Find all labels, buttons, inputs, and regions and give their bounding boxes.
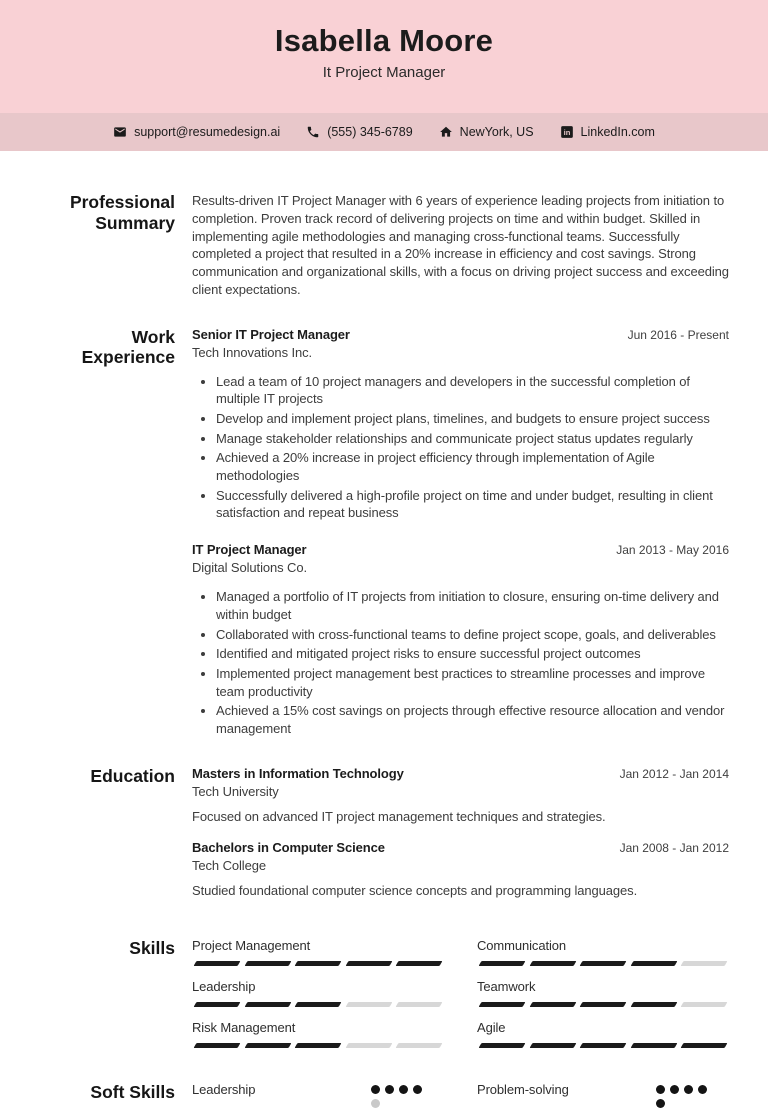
skill-name: Agile: [477, 1020, 506, 1036]
candidate-job-title: It Project Manager: [322, 64, 446, 82]
section-work-experience: [40, 327, 729, 740]
degree-description: Focused on advanced IT project management techniques and strategies.: [192, 808, 606, 824]
skill-segment-filled: [529, 1043, 575, 1048]
skill-bar: [477, 961, 729, 966]
skill-bar: [192, 1043, 444, 1048]
skill-segment-filled: [479, 1002, 525, 1007]
degree-dates: Jan 2008 - Jan 2012: [619, 841, 729, 856]
job-bullet: • Successfully delivered a high-profile project on time and under budget, resulting in client satisfaction and repeat business: [216, 487, 729, 522]
skill-bar: [192, 961, 444, 966]
jobs-list: [192, 327, 729, 740]
degree-entry: [192, 840, 729, 900]
soft-skill-item: [192, 1082, 444, 1108]
skill-segment-filled: [295, 1043, 341, 1048]
skill-item: [192, 979, 444, 1007]
skill-segment-empty: [681, 1002, 727, 1007]
degrees-list: [192, 766, 729, 901]
soft-skills-heading: Soft Skills: [90, 1082, 175, 1103]
skill-segment-filled: [630, 1002, 676, 1007]
skill-bar: [477, 1002, 729, 1007]
job-title: Senior IT Project Manager: [192, 326, 350, 342]
skill-bar: [477, 1043, 729, 1048]
contact-email-text: support@resumedesign.ai: [134, 125, 281, 139]
degree-header: [192, 766, 729, 781]
summary-text: Results-driven IT Project Manager with 6 years of experience leading projects from initiation to completion. Proven track record of delivering projects on time and within budget. Skilled in implementing agile methodologies and managing cross-functional teams. Successfully completed a project that resulted in a 20% increase in efficiency and cost savings. Strong communication and organizational skills, with a focus on driving project success and exceeding client expectations.: [192, 193, 729, 297]
skill-name: Project Management: [192, 938, 311, 954]
phone-icon: [306, 125, 320, 139]
skill-segment-filled: [194, 1043, 240, 1048]
skill-segment-filled: [244, 1002, 290, 1007]
job-entry: [192, 542, 729, 737]
job-bullet: • Achieved a 20% increase in project efficiency through implementation of Agile methodologies: [216, 449, 729, 484]
job-title: IT Project Manager: [192, 542, 307, 558]
skill-segment-empty: [396, 1043, 442, 1048]
skill-item: [477, 1020, 729, 1048]
job-dates: Jun 2016 - Present: [627, 327, 729, 342]
skill-segment-filled: [244, 961, 290, 966]
skill-segment-filled: [529, 961, 575, 966]
skill-name: Communication: [477, 938, 567, 954]
skill-dot-filled: [670, 1085, 679, 1094]
skill-segment-filled: [479, 961, 525, 966]
degree-dates: Jan 2012 - Jan 2014: [619, 766, 729, 781]
linkedin-icon: [560, 125, 574, 139]
skill-segment-filled: [529, 1002, 575, 1007]
job-company: Digital Solutions Co.: [192, 560, 307, 576]
skill-item: [192, 1020, 444, 1048]
skill-dot-filled: [656, 1085, 665, 1094]
contact-location-text: NewYork, US: [459, 125, 534, 139]
degree-entry: [192, 766, 729, 826]
skill-segment-filled: [479, 1043, 525, 1048]
degree-header: [192, 840, 729, 855]
job-bullets: [192, 373, 729, 522]
skill-item: [477, 979, 729, 1007]
skill-name: Leadership: [192, 979, 256, 995]
summary-heading: Professional Summary: [69, 192, 175, 233]
job-bullet: • Lead a team of 10 project managers and developers in the successful completion of multiple IT projects: [216, 373, 729, 408]
job-bullet: • Achieved a 15% cost savings on projects through effective resource allocation and vendor management: [216, 702, 729, 737]
skill-segment-filled: [580, 961, 626, 966]
section-soft-skills: [40, 1082, 729, 1108]
degree-title: Masters in Information Technology: [192, 765, 404, 781]
skill-segment-filled: [194, 1002, 240, 1007]
job-bullets: [192, 588, 729, 737]
job-header: [192, 327, 729, 342]
skill-segment-empty: [681, 961, 727, 966]
skill-segment-filled: [295, 961, 341, 966]
contact-phone-text: (555) 345-6789: [327, 125, 413, 139]
skill-segment-empty: [345, 1043, 391, 1048]
softskill-name: Leadership: [192, 1082, 256, 1098]
soft-skill-item: [477, 1082, 729, 1108]
contact-bar: [0, 113, 768, 151]
section-skills: [40, 938, 729, 1048]
skill-segment-filled: [244, 1043, 290, 1048]
job-company: Tech Innovations Inc.: [192, 344, 313, 360]
job-dates: Jan 2013 - May 2016: [616, 543, 729, 558]
skill-dot-filled: [371, 1085, 380, 1094]
skill-dot-filled: [656, 1099, 665, 1108]
skill-segment-filled: [580, 1002, 626, 1007]
degree-school: Tech College: [192, 858, 266, 874]
skill-segment-filled: [630, 1043, 676, 1048]
job-bullet: • Implemented project management best practices to streamline processes and improve team productivity: [216, 665, 729, 700]
job-bullet: • Develop and implement project plans, timelines, and budgets to ensure project success: [216, 410, 729, 428]
section-education: [40, 766, 729, 901]
skill-item: [477, 938, 729, 966]
envelope-icon: [113, 125, 127, 139]
skill-segment-filled: [345, 961, 391, 966]
skill-segment-filled: [194, 961, 240, 966]
skill-segment-empty: [345, 1002, 391, 1007]
skill-segment-filled: [681, 1043, 727, 1048]
experience-heading: Work Experience: [81, 326, 175, 368]
resume-header: [0, 0, 768, 113]
contact-linkedin: [560, 125, 655, 139]
soft-skills-grid: [192, 1082, 729, 1108]
skill-segment-filled: [396, 961, 442, 966]
job-entry: [192, 327, 729, 522]
contact-linkedin-text: LinkedIn.com: [580, 125, 655, 139]
skill-segment-empty: [396, 1002, 442, 1007]
job-bullet: • Collaborated with cross-functional teams to define project scope, goals, and deliverables: [216, 626, 729, 644]
job-bullet: • Manage stakeholder relationships and communicate project status updates regularly: [216, 430, 729, 448]
candidate-name: Isabella Moore: [274, 23, 494, 58]
section-professional-summary: [40, 192, 729, 299]
skill-item: [192, 938, 444, 966]
skill-dot-filled: [413, 1085, 422, 1094]
contact-location: [439, 125, 534, 139]
skills-grid: [192, 938, 729, 1048]
contact-email: [113, 125, 280, 139]
home-icon: [439, 125, 453, 139]
skill-dot-filled: [385, 1085, 394, 1094]
skill-bar: [192, 1002, 444, 1007]
contact-phone: [306, 125, 412, 139]
svg-text:in: in: [563, 128, 570, 138]
job-bullet: • Identified and mitigated project risks to ensure successful project outcomes: [216, 645, 729, 663]
degree-title: Bachelors in Computer Science: [192, 840, 385, 856]
degree-description: Studied foundational computer science concepts and programming languages.: [192, 883, 638, 899]
resume-body: [0, 151, 768, 1108]
skill-segment-filled: [580, 1043, 626, 1048]
skills-heading: Skills: [129, 938, 175, 959]
softskill-dots: [371, 1085, 422, 1108]
degree-school: Tech University: [192, 783, 279, 799]
job-bullet: • Managed a portfolio of IT projects from initiation to closure, ensuring on-time delivery and within budget: [216, 588, 729, 623]
job-header: [192, 542, 729, 557]
skill-dot-filled: [698, 1085, 707, 1094]
skill-dot-filled: [684, 1085, 693, 1094]
skill-segment-filled: [295, 1002, 341, 1007]
softskill-name: Problem-solving: [477, 1082, 569, 1098]
skill-dot-empty: [371, 1099, 380, 1108]
skill-name: Risk Management: [192, 1020, 296, 1036]
skill-dot-filled: [399, 1085, 408, 1094]
skill-segment-filled: [630, 961, 676, 966]
skill-name: Teamwork: [477, 979, 536, 995]
softskill-dots: [656, 1085, 707, 1108]
education-heading: Education: [90, 765, 175, 786]
